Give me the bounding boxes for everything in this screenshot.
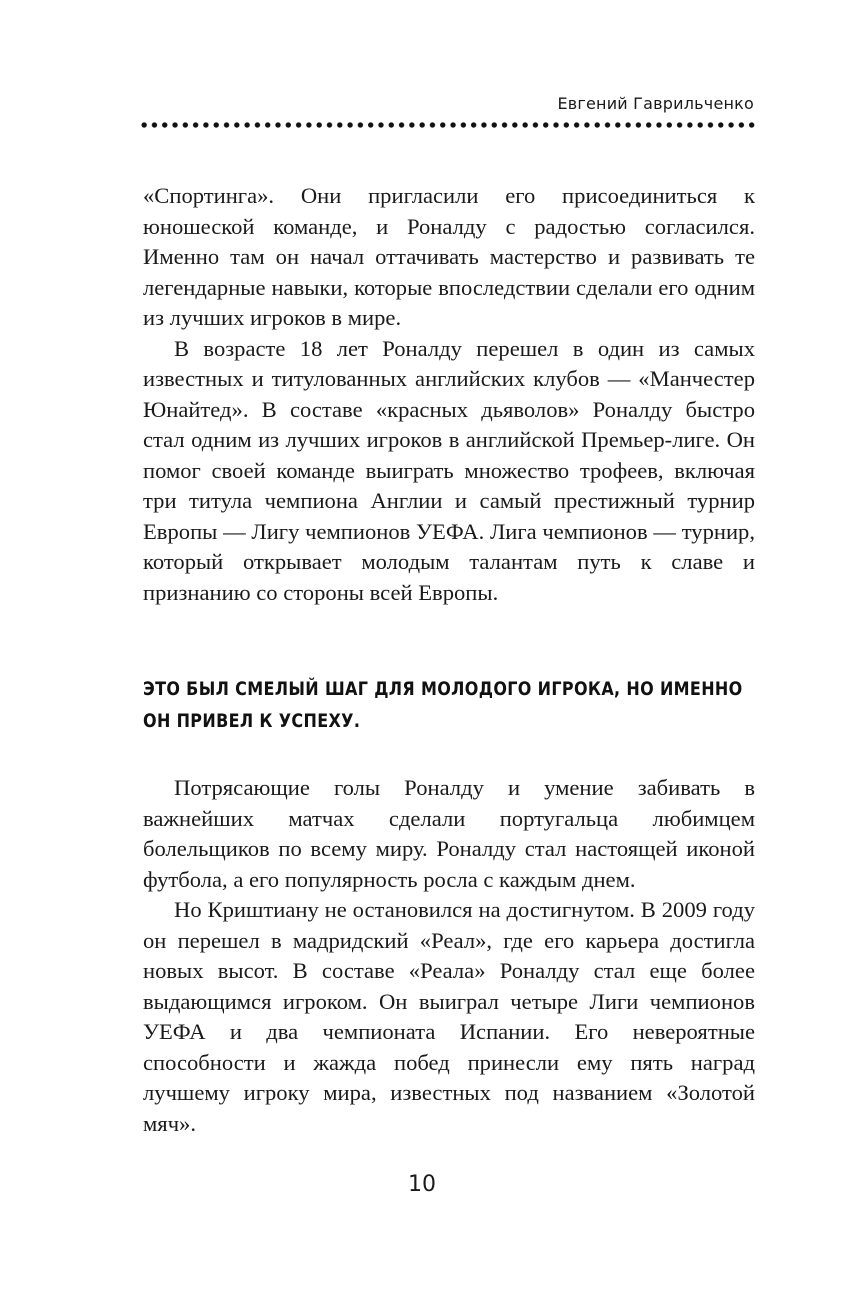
dotted-rule-divider xyxy=(139,121,757,129)
paragraph: Но Криштиану не остановился на достигнутом. В 2009 году он перешел в мадридский «Реал», где его карьера достигла новых высот. В составе «Реала» Роналду стал еще более выдающимся игроком. Он выиграл четыре Лиги чемпионов УЕФА и два чемпионата Испании. Его невероятные способности и жажда побед принесли ему пять наград лучшему игроку мира, известных под названием «Золотой мяч». xyxy=(143,897,755,1136)
body-text-top xyxy=(143,181,755,608)
paragraph: Потрясающие голы Роналду и умение забивать в важнейших матчах сделали португальца любимцем болельщиков по всему миру. Роналду стал настоящей иконой футбола, а его популярность росла с каждым днем. xyxy=(143,775,755,892)
running-head-author: Евгений Гаврильченко xyxy=(557,94,754,113)
paragraph: «Спортинга». Они пригласили его присоединиться к юношеской команде, и Роналду с радостью согласился. Именно там он начал оттачивать мастерство и развивать те легендарные навыки, которые впоследствии сделали его одним из лучших игроков в мире. xyxy=(143,183,755,330)
body-text-bottom xyxy=(143,773,755,1139)
page-number: 10 xyxy=(408,1172,436,1197)
pull-quote: ЭТО БЫЛ СМЕЛЫЙ ШАГ ДЛЯ МОЛОДОГО ИГРОКА, НО ИМЕННО ОН ПРИВЕЛ К УСПЕХУ. xyxy=(143,679,743,732)
paragraph: В возрасте 18 лет Роналду перешел в один из самых известных и титулованных английских клубов — «Манчестер Юнайтед». В составе «красных дьяволов» Роналду быстро стал одним из лучших игроков в английской Премьер-лиге. Он помог своей команде выиграть множество трофеев, включая три титула чемпиона Англии и самый престижный турнир Европы — Лигу чемпионов УЕФА. Лига чемпионов — турнир, который открывает молодым талантам путь к славе и признанию со стороны всей Европы. xyxy=(143,335,755,605)
